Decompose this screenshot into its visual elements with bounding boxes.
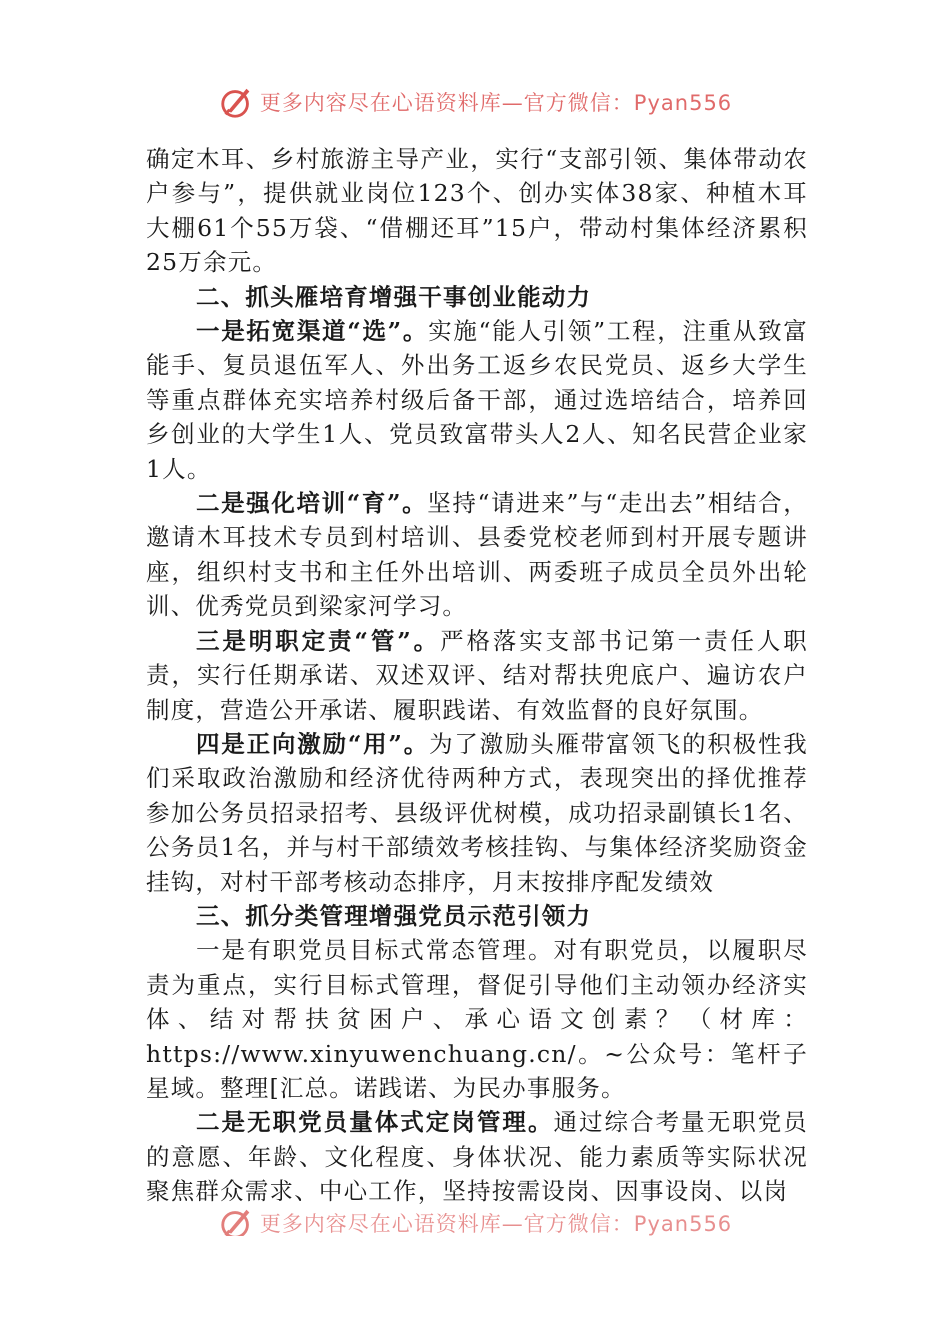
paragraph: [146, 486, 808, 624]
paragraph-text: 实施“能人引领”工程，注重从致富能手、复员退伍军人、外出务工返乡农民党员、返乡大学生等重点群体充实培养村级后备干部，通过选培结合，培养回乡创业的大学生1人、党员致富带头人2人、知名民营企业家1人。: [146, 317, 808, 483]
paragraph: [146, 314, 808, 486]
paragraph-lead: 一是拓宽渠道“选”。: [196, 317, 429, 346]
section-heading: 三、抓分类管理增强党员示范引领力: [196, 901, 592, 930]
paragraph: [146, 1105, 808, 1208]
watermark-header: [0, 80, 950, 124]
paragraph-text: 坚持“请进来”与“走出去”相结合，邀请木耳技术专员到村培训、县委党校老师到村开展专题讲座，组织村支书和主任外出培训、两委班子成员全员外出轮训、优秀党员到梁家河学习。: [146, 489, 808, 621]
paragraph-lead: 二是强化培训“育”。: [196, 489, 428, 518]
paragraph-text: 为了激励头雁带富领飞的积极性我们采取政治激励和经济优待两种方式，表现突出的择优推荐参加公务员招录招考、县级评优树模，成功招录副镇长1名、公务员1名，并与村干部绩效考核挂钩、与集体经济奖励资金挂钩，对村干部考核动态排序，月末按排序配发绩效: [146, 729, 808, 896]
paragraph-lead: 四是正向激励“用”。: [196, 729, 430, 758]
paragraph: [146, 727, 808, 899]
watermark-text: 更多内容尽在心语资料库—官方微信：Pyan556: [259, 1212, 733, 1236]
document-body: [146, 142, 808, 1209]
paragraph: [146, 624, 808, 727]
paragraph: 一是有职党员目标式常态管理。对有职党员，以履职尽责为重点，实行目标式管理，督促引导他们主动领办经济实体、结对帮扶贫困户、承心语文创素？（材库：https://www.xinyuwenchuang.cn/。~公众号：笔杆子星域。整理[汇总。诺践诺、为民办事服务。: [146, 936, 808, 1102]
watermark-footer: [0, 1198, 950, 1236]
quill-logo-icon: [218, 1204, 256, 1236]
paragraph-lead: 三是明职定责“管”。: [196, 626, 441, 655]
paragraph-text: 通过综合考量无职党员的意愿、年龄、文化程度、身体状况、能力素质等实际状况聚焦群众需求、中心工作，坚持按需设岗、因事设岗、以岗: [146, 1108, 808, 1206]
paragraph-text: 严格落实支部书记第一责任人职责，实行任期承诺、双述双评、结对帮扶兜底户、遍访农户制度，营造公开承诺、履职践诺、有效监督的良好氛围。: [146, 626, 808, 724]
section-heading: 二、抓头雁培育增强干事创业能动力: [196, 282, 592, 311]
paragraph-lead: 二是无职党员量体式定岗管理。: [196, 1108, 554, 1137]
quill-logo-icon: [218, 83, 256, 121]
watermark-text: 更多内容尽在心语资料库—官方微信：Pyan556: [259, 91, 733, 115]
paragraph: 确定木耳、乡村旅游主导产业，实行“支部引领、集体带动农户参与”，提供就业岗位123个、创办实体38家、种植木耳大棚61个55万袋、“借棚还耳”15户，带动村集体经济累积25万余元。: [146, 145, 808, 277]
